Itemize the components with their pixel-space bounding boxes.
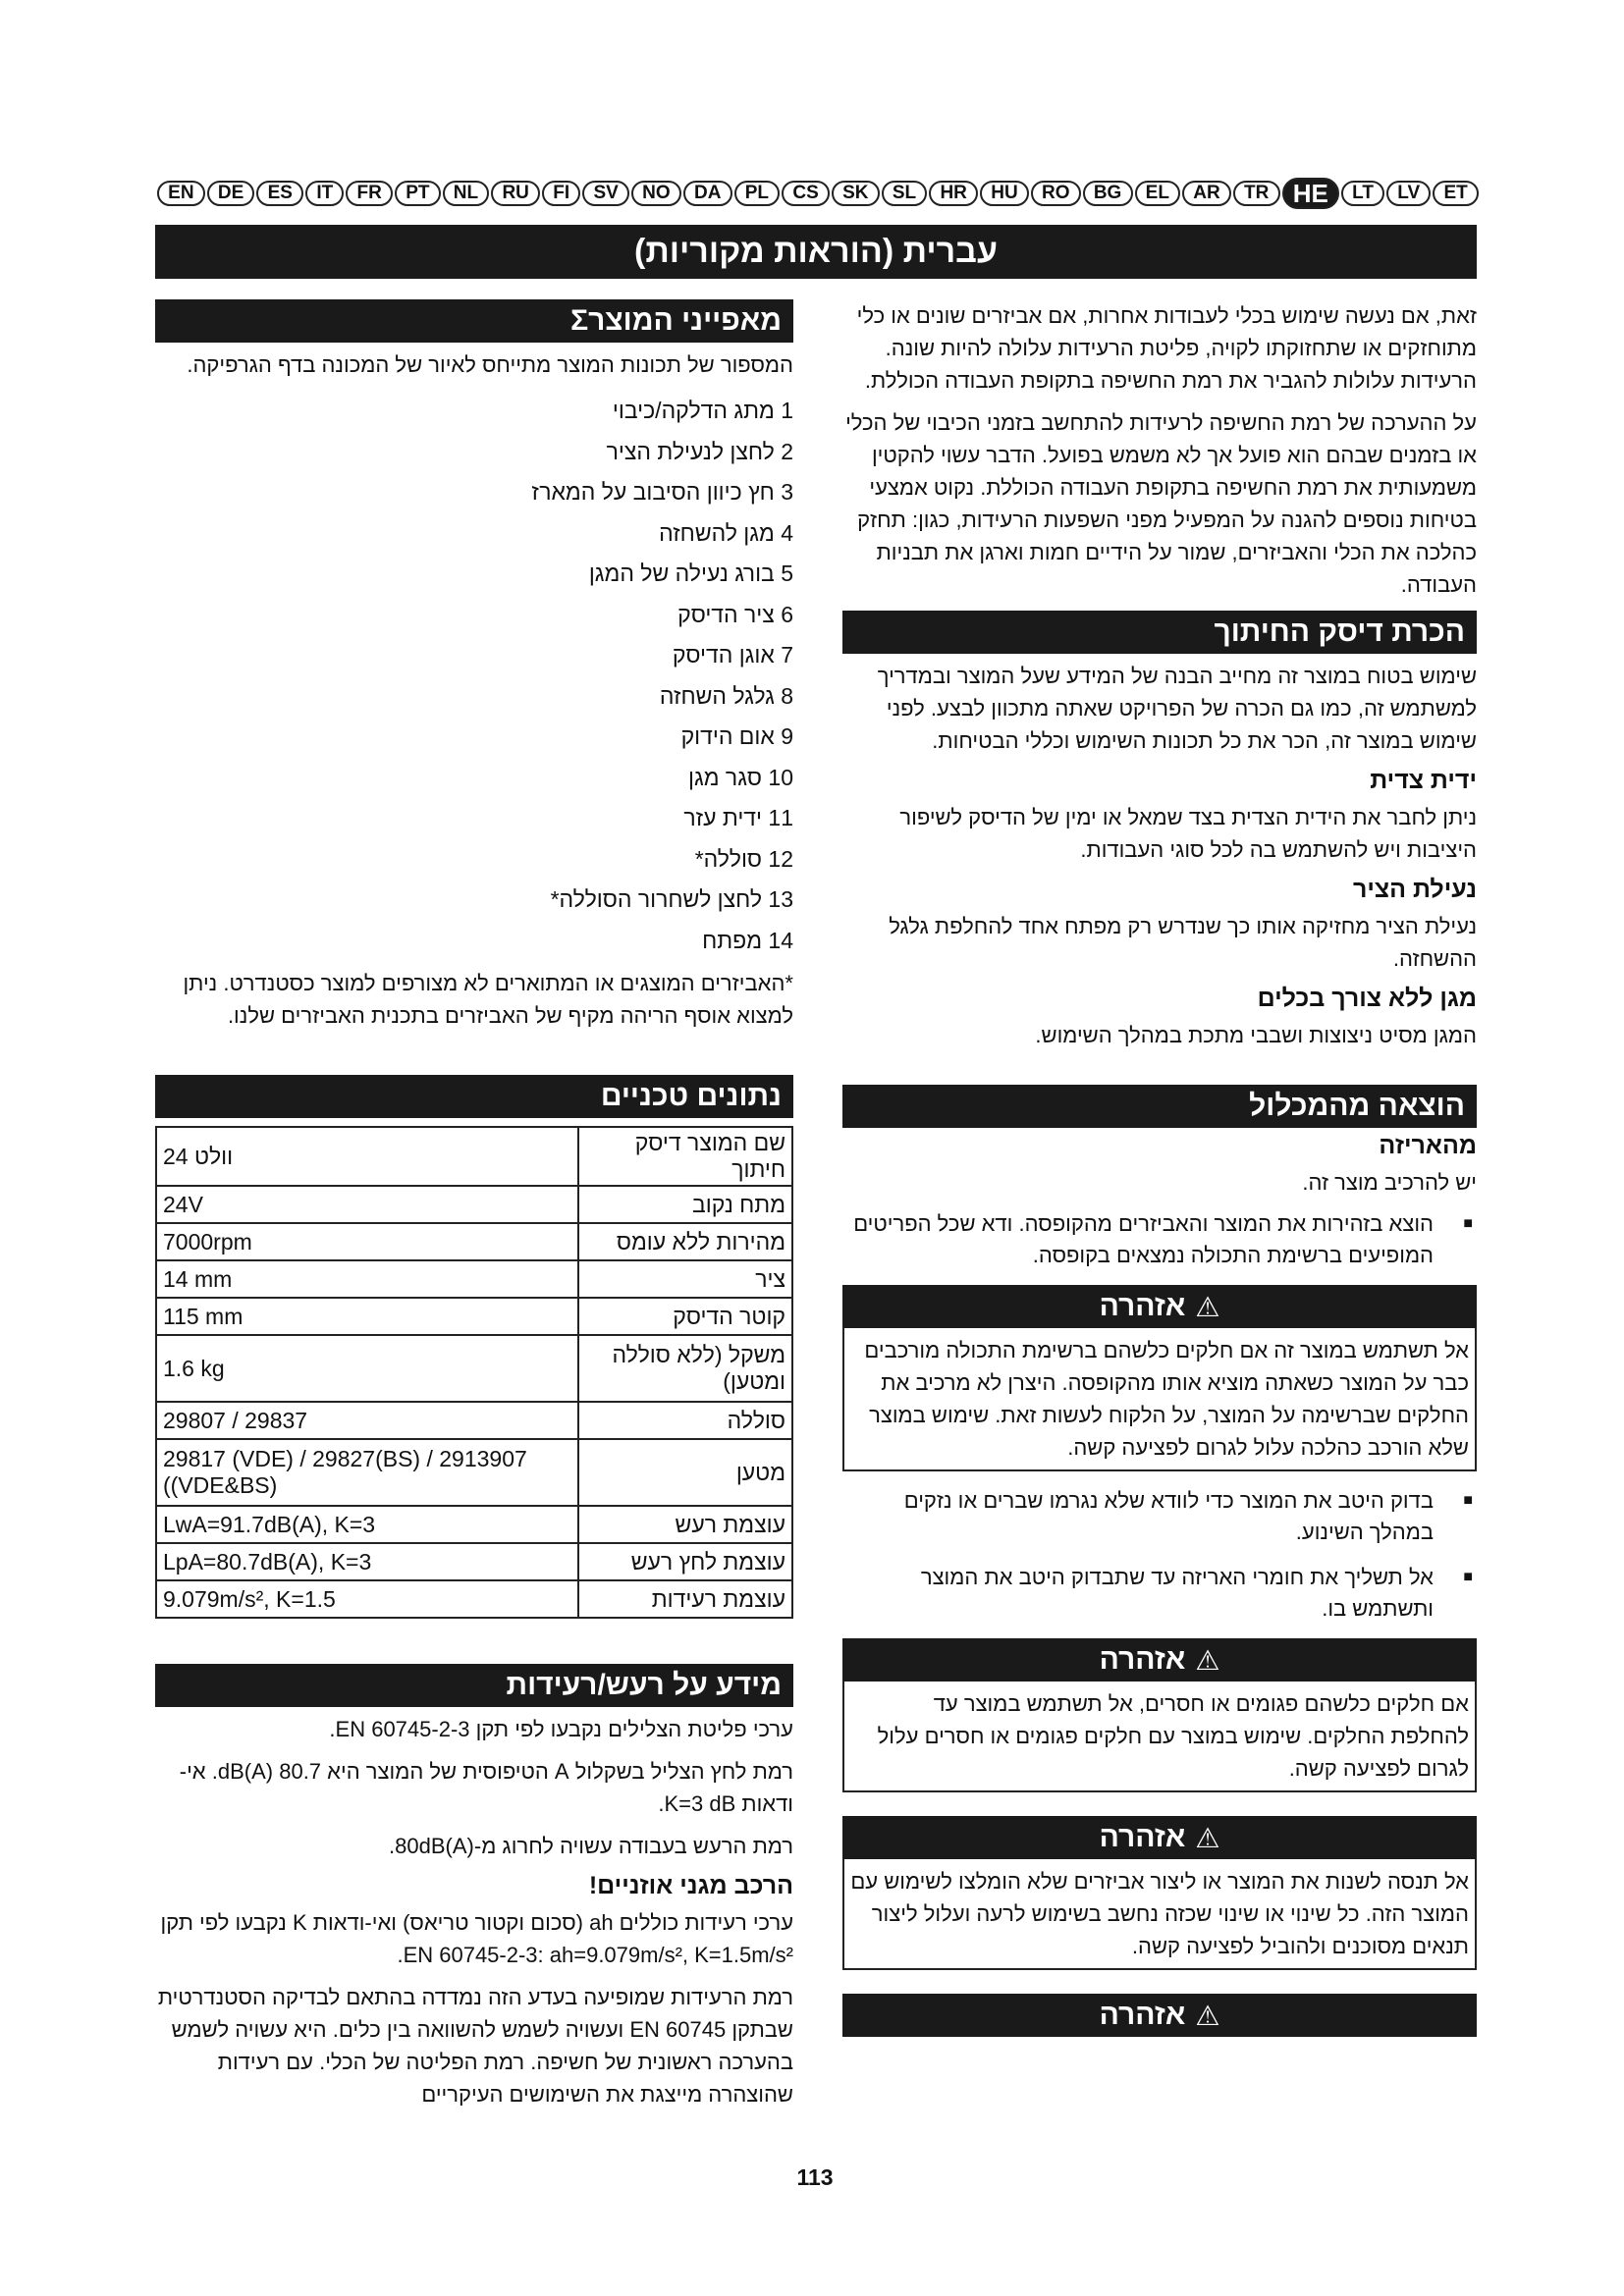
spec-value: LpA=80.7dB(A), K=3 [156,1543,578,1580]
table-row [156,1186,792,1223]
language-he[interactable]: HE [1282,178,1339,209]
section-heading-purpose: הכרת דיסק החיתוך [842,611,1477,654]
list-item: 9 אום הידוק [680,723,793,749]
list-item: ■ הוצא בזהירות את המוצר והאביזרים מהקופסה. ודא שכל הפריטים המופיעים ברשימת התכולה נמצאים בקופסה. [842,1208,1477,1271]
language-nl[interactable]: NL [443,181,490,206]
language-fi[interactable]: FI [542,181,580,206]
list-item: 11 ידית עזר [683,805,793,830]
table-row [156,1543,792,1580]
spec-label: שם המוצר דיסק חיתוך [578,1127,792,1186]
spec-value: 24V [156,1186,578,1223]
list-item: ■ בדוק היטב את המוצר כדי לוודא שלא נגרמו שברים או נזקים במהלך השינוע. [842,1485,1477,1548]
warning-header [842,1638,1477,1682]
spec-value: 115 mm [156,1298,578,1335]
spec-label: מהירות ללא עומס [578,1223,792,1260]
spec-label: סוללה [578,1402,792,1439]
table-row [156,1580,792,1618]
list-item: 8 גלגל השחזה [659,682,793,709]
warning-text: אל תשתמש במוצר זה אם חלקים כלשהם ברשימת התכולה מורכבים כבר על המוצר כשאתה מוציא אותו מהקופסה. היצרן לא מרכיב את החלקים שברשימה על המוצר, על הלקוח לעשות זאת. שימוש במוצר שלא הורכב כהלכה עלול לגרום לפציעה קשה. [842,1328,1477,1471]
section-heading-noise: מידע על רעש/רעידות [155,1664,793,1707]
table-row [156,1402,792,1439]
language-cs[interactable]: CS [782,181,830,206]
language-it[interactable]: IT [305,181,344,206]
spec-value: 9.079m/s², K=1.5 [156,1580,578,1618]
language-en[interactable]: EN [157,181,205,206]
language-el[interactable]: EL [1135,181,1181,206]
warning-label: אזהרה [1099,1290,1186,1322]
warning-header [842,1285,1477,1328]
list-item: 6 ציר הדיסק [677,601,793,627]
list-item: 13 לחצן לשחרור הסוללה* [550,886,793,912]
section-heading-product [155,299,793,343]
purpose-paragraph: שימוש בטוח במוצר זה מחייב הבנה של המידע שעל המוצר ובמדריך למשתמש זה, כמו גם הכרה של הפרויקט שאתה מתכוון לבצע. לפני שימוש במוצר זה, הכר את כל תכונות השימוש וכללי הבטיחות. [877,664,1477,753]
noise-paragraph: רמת לחץ הצליל בשקלול A הטיפוסית של המוצר היא 80.7 dB(A). אי- ודאות K=3 dB. [179,1759,793,1816]
list-item: 3 חץ כיוון הסיבוב על המארז [531,479,793,505]
language-fr[interactable]: FR [346,181,393,206]
warning-box [842,1638,1477,1792]
vibration-paragraph: רמת הרעידות שמופיעה בעדע הזה נמדדה בהתאם לבדיקה הסטנדרטית שבתקן EN 60745 ועשויה לשמש להשוואה בין כלים. היא עשויה לשמש בהערכה ראשונית של חשיפה. רמת הפליטה של הכלי. עם רעידות שהוצהרה מייצגת את השימושים העיקריים [157,1985,793,2107]
spec-label: עוצמת לחץ רעש [578,1543,792,1580]
list-item: 12 סוללה* [694,845,793,872]
unpacking-bullets [842,1208,1477,1271]
spec-value: LwA=91.7dB(A), K=3 [156,1506,578,1543]
table-row [156,1506,792,1543]
page-title: עברית (הוראות מקוריות) [155,225,1477,279]
language-lt[interactable]: LT [1341,181,1384,206]
warning-label: אזהרה [1099,1999,1186,2031]
sigma-mark: Σ [570,304,589,337]
warning-header [842,1994,1477,2037]
language-hu[interactable]: HU [980,181,1029,206]
language-ar[interactable]: AR [1182,181,1231,206]
list-item: 7 אוגן הדיסק [672,642,793,667]
spec-value: 29807 / 29837 [156,1402,578,1439]
list-item: 10 סגר מגן [688,764,793,790]
language-lv[interactable]: LV [1386,181,1431,206]
unpacking-subheading: מהאריזה [1379,1132,1477,1159]
list-item: 1 מתג הדלקה/כיבוי [612,398,793,423]
language-sk[interactable]: SK [832,181,880,206]
vibration-paragraph: ערכי רעידות כוללים ah (סכום וקטור טריאס) ואי-ודאות K נקבעו לפי תקן EN 60745-2-3: ah=9.079m/s², K=1.5m/s². [160,1910,793,1967]
spec-value: 29817 (VDE) / 29827(BS) / 2913907 ((VDE&BS) [156,1439,578,1506]
warning-label: אזהרה [1099,1643,1186,1676]
right-column [842,299,1477,2051]
technical-table [155,1126,793,1619]
table-row [156,1298,792,1335]
language-no[interactable]: NO [631,181,681,206]
left-column [155,299,793,2120]
table-row [156,1127,792,1186]
spec-value: 7000rpm [156,1223,578,1260]
list-item: ■ אל תשליך את חומרי האריזה עד שתבדוק היטב את המוצר ותשתמש בו. [842,1562,1477,1625]
feature-title: נעילת הציר [1352,876,1477,903]
parts-list [155,391,793,961]
unpacking-paragraph: יש להרכיב מוצר זה. [1302,1170,1477,1195]
spec-value: 14 mm [156,1260,578,1298]
spec-label: עוצמת רעש [578,1506,792,1543]
language-ro[interactable]: RO [1031,181,1081,206]
table-row [156,1260,792,1298]
language-bg[interactable]: BG [1083,181,1133,206]
language-hr[interactable]: HR [929,181,978,206]
warning-text: אל תנסה לשנות את המוצר או ליצור אביזרים שלא הומלצו לשימוש עם המוצר הזה. כל שינוי או שינוי שכזה נחשב בשימוש לרעה ועלול ליצור תנאים מסוכנים ולהוביל לפציעה קשה. [842,1859,1477,1970]
feature-title: מגן ללא צורך בכלים [1257,985,1477,1012]
spec-label: קוטר הדיסק [578,1298,792,1335]
warning-text: אם חלקים כלשהם פגומים או חסרים, אל תשתמש במוצר עד להחלפת החלקים. שימוש במוצר עם חלקים פגומים או חסרים עלול לגרום לפציעה קשה. [842,1682,1477,1792]
feature-text: נעילת הציר מחזיקה אותו כך שנדרש רק מפתח אחד להחלפת גלגל ההשחזה. [889,914,1477,971]
unpacking-bullets [842,1485,1477,1625]
noise-paragraph: ערכי פליטת הצלילים נקבעו לפי תקן EN 60745-2-3. [329,1717,793,1741]
spec-label: ציר [578,1260,792,1298]
accessories-footnote: *האביזרים המוצגים או המתוארים לא מצורפים למוצר כסטנדרט. ניתן למצוא אוסף הריהה מקיף של האביזרים בתכנית האביזרים שלנו. [183,971,793,1028]
language-selector [157,177,1479,210]
language-de[interactable]: DE [207,181,255,206]
noise-paragraph: רמת הרעש בעבודה עשויה לחרוג מ-80dB(A). [389,1834,793,1858]
language-ru[interactable]: RU [491,181,540,206]
warning-triangle-icon: ⚠ [1195,2000,1220,2031]
vibration-continued: זאת, אם נעשה שימוש בכלי לעבודות אחרות, אם אביזרים שונים או כלי מתוחזקים או שתחזוקתו לקויה, פליטת הרעידות עלולה להיות שונה. הרעידות עלולות להגביר את רמת החשיפה בתקופת העבודה הכוללת. [856,303,1477,393]
vibration-continued: על ההערכה של רמת החשיפה לרעידות להתחשב בזמני הכיבוי של הכלי או בזמנים שבהם הוא פועל אך לא משמש בפועל. הדבר עשוי להקטין משמעותית את רמת החשיפה בתקופת העבודה הכוללת. נקוט אמצעי בטיחות נוספים להגנה על המפעיל מפני השפעות הרעידות, כגון: תחזק כהלכה את הכלי והאביזרים, שמור על הידיים חמות וארגן את תבניות העבודה. [845,410,1477,597]
language-sv[interactable]: SV [582,181,629,206]
page-number: 113 [796,2164,834,2190]
language-pt[interactable]: PT [395,181,441,206]
list-item: 2 לחצן לנעילת הציר [606,438,793,464]
section-heading-technical: נתונים טכניים [155,1075,793,1118]
heading-text: מאפייני המוצר [588,304,782,337]
warning-box [842,1994,1477,2037]
spec-label: עוצמת רעידות [578,1580,792,1618]
language-et[interactable]: ET [1433,181,1479,206]
spec-value: 24 וולט [156,1127,578,1186]
feature-title: ידית צדית [1370,767,1477,794]
language-da[interactable]: DA [683,181,732,206]
warning-box [842,1285,1477,1471]
table-row [156,1335,792,1402]
list-item: 5 בורג נעילה של המגן [588,561,793,586]
warning-triangle-icon: ⚠ [1195,1291,1220,1322]
list-item: 14 מפתח [702,927,793,953]
ear-protection-heading: הרכב מגני אוזניים! [588,1872,793,1899]
product-intro: המספור של תכונות המוצר מתייחס לאיור של המכונה בדף הגרפיקה. [187,352,793,377]
feature-text: המגן מסיט ניצוצות ושבבי מתכת במהלך השימוש. [1035,1023,1477,1047]
list-item: 4 מגן להשחזה [659,519,793,546]
warning-triangle-icon: ⚠ [1195,1644,1220,1676]
language-es[interactable]: ES [256,181,303,206]
warning-triangle-icon: ⚠ [1195,1822,1220,1853]
table-row [156,1223,792,1260]
section-heading-unpacking: הוצאה מהמכלול [842,1085,1477,1128]
spec-value: 1.6 kg [156,1335,578,1402]
warning-box [842,1816,1477,1970]
language-tr[interactable]: TR [1233,181,1280,206]
warning-label: אזהרה [1099,1821,1186,1853]
warning-header [842,1816,1477,1859]
language-pl[interactable]: PL [734,181,781,206]
spec-label: מטען [578,1439,792,1506]
language-sl[interactable]: SL [882,181,928,206]
spec-label: מתח נקוב [578,1186,792,1223]
feature-text: ניתן לחבר את הידית הצדית בצד שמאל או ימין של הדיסק לשיפור היציבות ויש להשתמש בה לכל סוגי העבודות. [899,805,1477,862]
spec-label: משקל (ללא סוללה ומטען) [578,1335,792,1402]
table-row [156,1439,792,1506]
